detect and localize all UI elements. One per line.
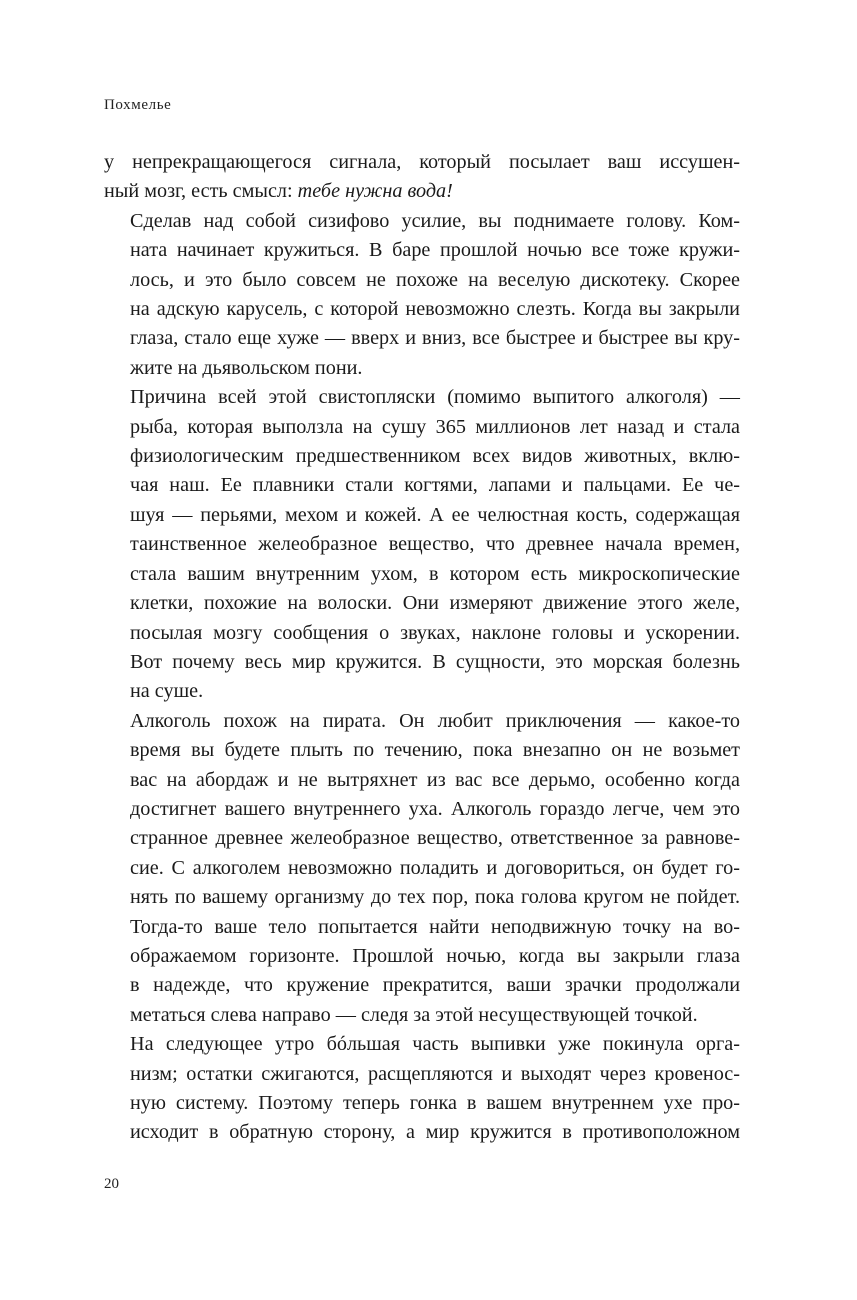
text-line: в надежде, что кружение прекратится, ваши зрачки продолжали xyxy=(130,974,740,997)
text-line: время вы будете плыть по течению, пока внезапно он не возьмет xyxy=(130,739,740,762)
text-line: Тогда-то ваше тело попытается найти неподвижную точку на во- xyxy=(130,915,740,938)
text-line: таинственное желеобразное вещество, что древнее начала времен, xyxy=(130,533,740,556)
running-head: Похмелье xyxy=(104,97,172,113)
text-line xyxy=(104,177,740,206)
text-line: глаза, стало еще хуже — вверх и вниз, все быстрее и быстрее вы кру- xyxy=(130,327,740,350)
paragraph-2 xyxy=(104,207,740,383)
text-line: стала вашим внутренним ухом, в котором есть микроскопические xyxy=(130,562,740,585)
italic-emphasis: тебе нужна вода! xyxy=(297,180,453,203)
text-line: метаться слева направо — следя за этой несуществующей точкой. xyxy=(130,1003,698,1026)
text-line: лось, и это было совсем не похоже на веселую дискотеку. Скорее xyxy=(130,268,740,291)
text-line: ображаемом горизонте. Прошлой ночью, когда вы закрыли глаза xyxy=(130,944,740,967)
text-line: Алкоголь похож на пирата. Он любит приключения — какое-то xyxy=(130,709,740,732)
text-line: достигнет вашего внутреннего уха. Алкоголь гораздо легче, чем это xyxy=(130,797,740,820)
text-line: на адскую карусель, с которой невозможно слезть. Когда вы закрыли xyxy=(130,298,740,321)
text-line: посылая мозгу сообщения о звуках, наклоне головы и ускорении. xyxy=(130,621,740,644)
text-line: Причина всей этой свистопляски (помимо выпитого алкоголя) — xyxy=(130,386,740,409)
text-line: странное древнее желеобразное вещество, ответственное за равнове- xyxy=(130,827,740,850)
text-line: ную систему. Поэтому теперь гонка в вашем внутреннем ухе про- xyxy=(130,1092,740,1114)
paragraph-4 xyxy=(104,707,740,1030)
text-line: шуя — перьями, мехом и кожей. А ее челюстная кость, содержащая xyxy=(130,503,740,526)
text-line: жите на дьявольском пони. xyxy=(130,356,363,379)
text-line: физиологическим предшественником всех видов животных, вклю- xyxy=(130,445,740,468)
text-line: клетки, похожие на волоски. Они измеряют движение этого желе, xyxy=(130,592,740,615)
paragraph-3 xyxy=(104,383,740,706)
body-text xyxy=(104,148,740,1148)
page-number: 20 xyxy=(104,1176,119,1192)
text-line: ната начинает кружиться. В баре прошлой ночью все тоже кружи- xyxy=(130,239,740,262)
text-line: низм; остатки сжигаются, расщепляются и выходят через кровенос- xyxy=(130,1062,740,1085)
text-line: на суше. xyxy=(130,680,204,703)
text-line: Вот почему весь мир кружится. В сущности, это морская болезнь xyxy=(130,650,740,673)
paragraph-5 xyxy=(104,1030,740,1148)
text-line: нять по вашему организму до тех пор, пока голова кругом не пойдет. xyxy=(130,886,740,909)
text-line: чая наш. Ее плавники стали когтями, лапами и пальцами. Ее че- xyxy=(130,474,740,497)
text-line-part: ный мозг, есть смысл: xyxy=(104,180,298,203)
text-line: На следующее утро бóльшая часть выпивки уже покинула орга- xyxy=(130,1033,740,1056)
text-line: сие. С алкоголем невозможно поладить и договориться, он будет го- xyxy=(130,856,740,879)
text-line: вас на абордаж и не вытряхнет из вас все дерьмо, особенно когда xyxy=(130,768,740,791)
text-line: Сделав над собой сизифово усилие, вы поднимаете голову. Ком- xyxy=(130,209,740,232)
text-line: рыба, которая выползла на сушу 365 миллионов лет назад и стала xyxy=(130,415,740,438)
text-line: у непрекращающегося сигнала, который посылает ваш иссушен- xyxy=(104,151,740,173)
text-line: исходит в обратную сторону, а мир кружится в противоположном xyxy=(130,1121,740,1144)
paragraph-1 xyxy=(104,148,740,207)
